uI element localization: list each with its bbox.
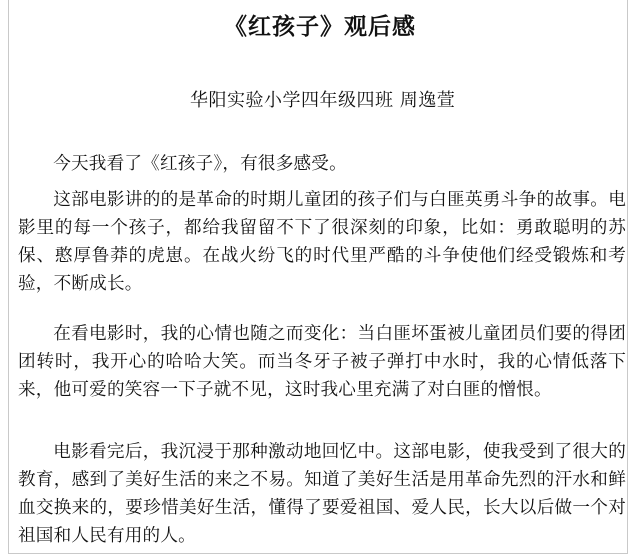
paragraph-2: 这部电影讲的的是革命的时期儿童团的孩子们与白匪英勇斗争的故事。电影里的每一个孩子，都给我留留不下了很深刻的印象，比如：勇敢聪明的苏保、憨厚鲁莽的虎崽。在战火纷飞的时代里严酷的斗争使他们经受锻炼和考验，不断成长。 [18, 190, 626, 294]
paragraph-3: 在看电影时，我的心情也随之而变化：当白匪坏蛋被儿童团员们要的得团团转时，我开心的哈哈大笑。而当冬牙子被子弹打中水时，我的心情低落下来，他可爱的笑容一下子就不见，这时我心里充满了对白匪的憎恨。 [18, 324, 626, 400]
document-title: 《红孩子》观后感 [224, 14, 416, 40]
author-line: 华阳实验小学四年级四班 周逸萱 [190, 90, 456, 111]
paragraph-4: 电影看完后，我沉浸于那种激动地回忆中。这部电影，使我受到了很大的教育，感到了美好生活的来之不易。知道了美好生活是用革命先烈的汗水和鲜血交换来的，要珍惜美好生活，懂得了要爱祖国、爱人民，长大以后做一个对祖国和人民有用的人。 [18, 442, 626, 546]
paragraph-1: 今天我看了《红孩子》，有很多感受。 [53, 154, 347, 174]
